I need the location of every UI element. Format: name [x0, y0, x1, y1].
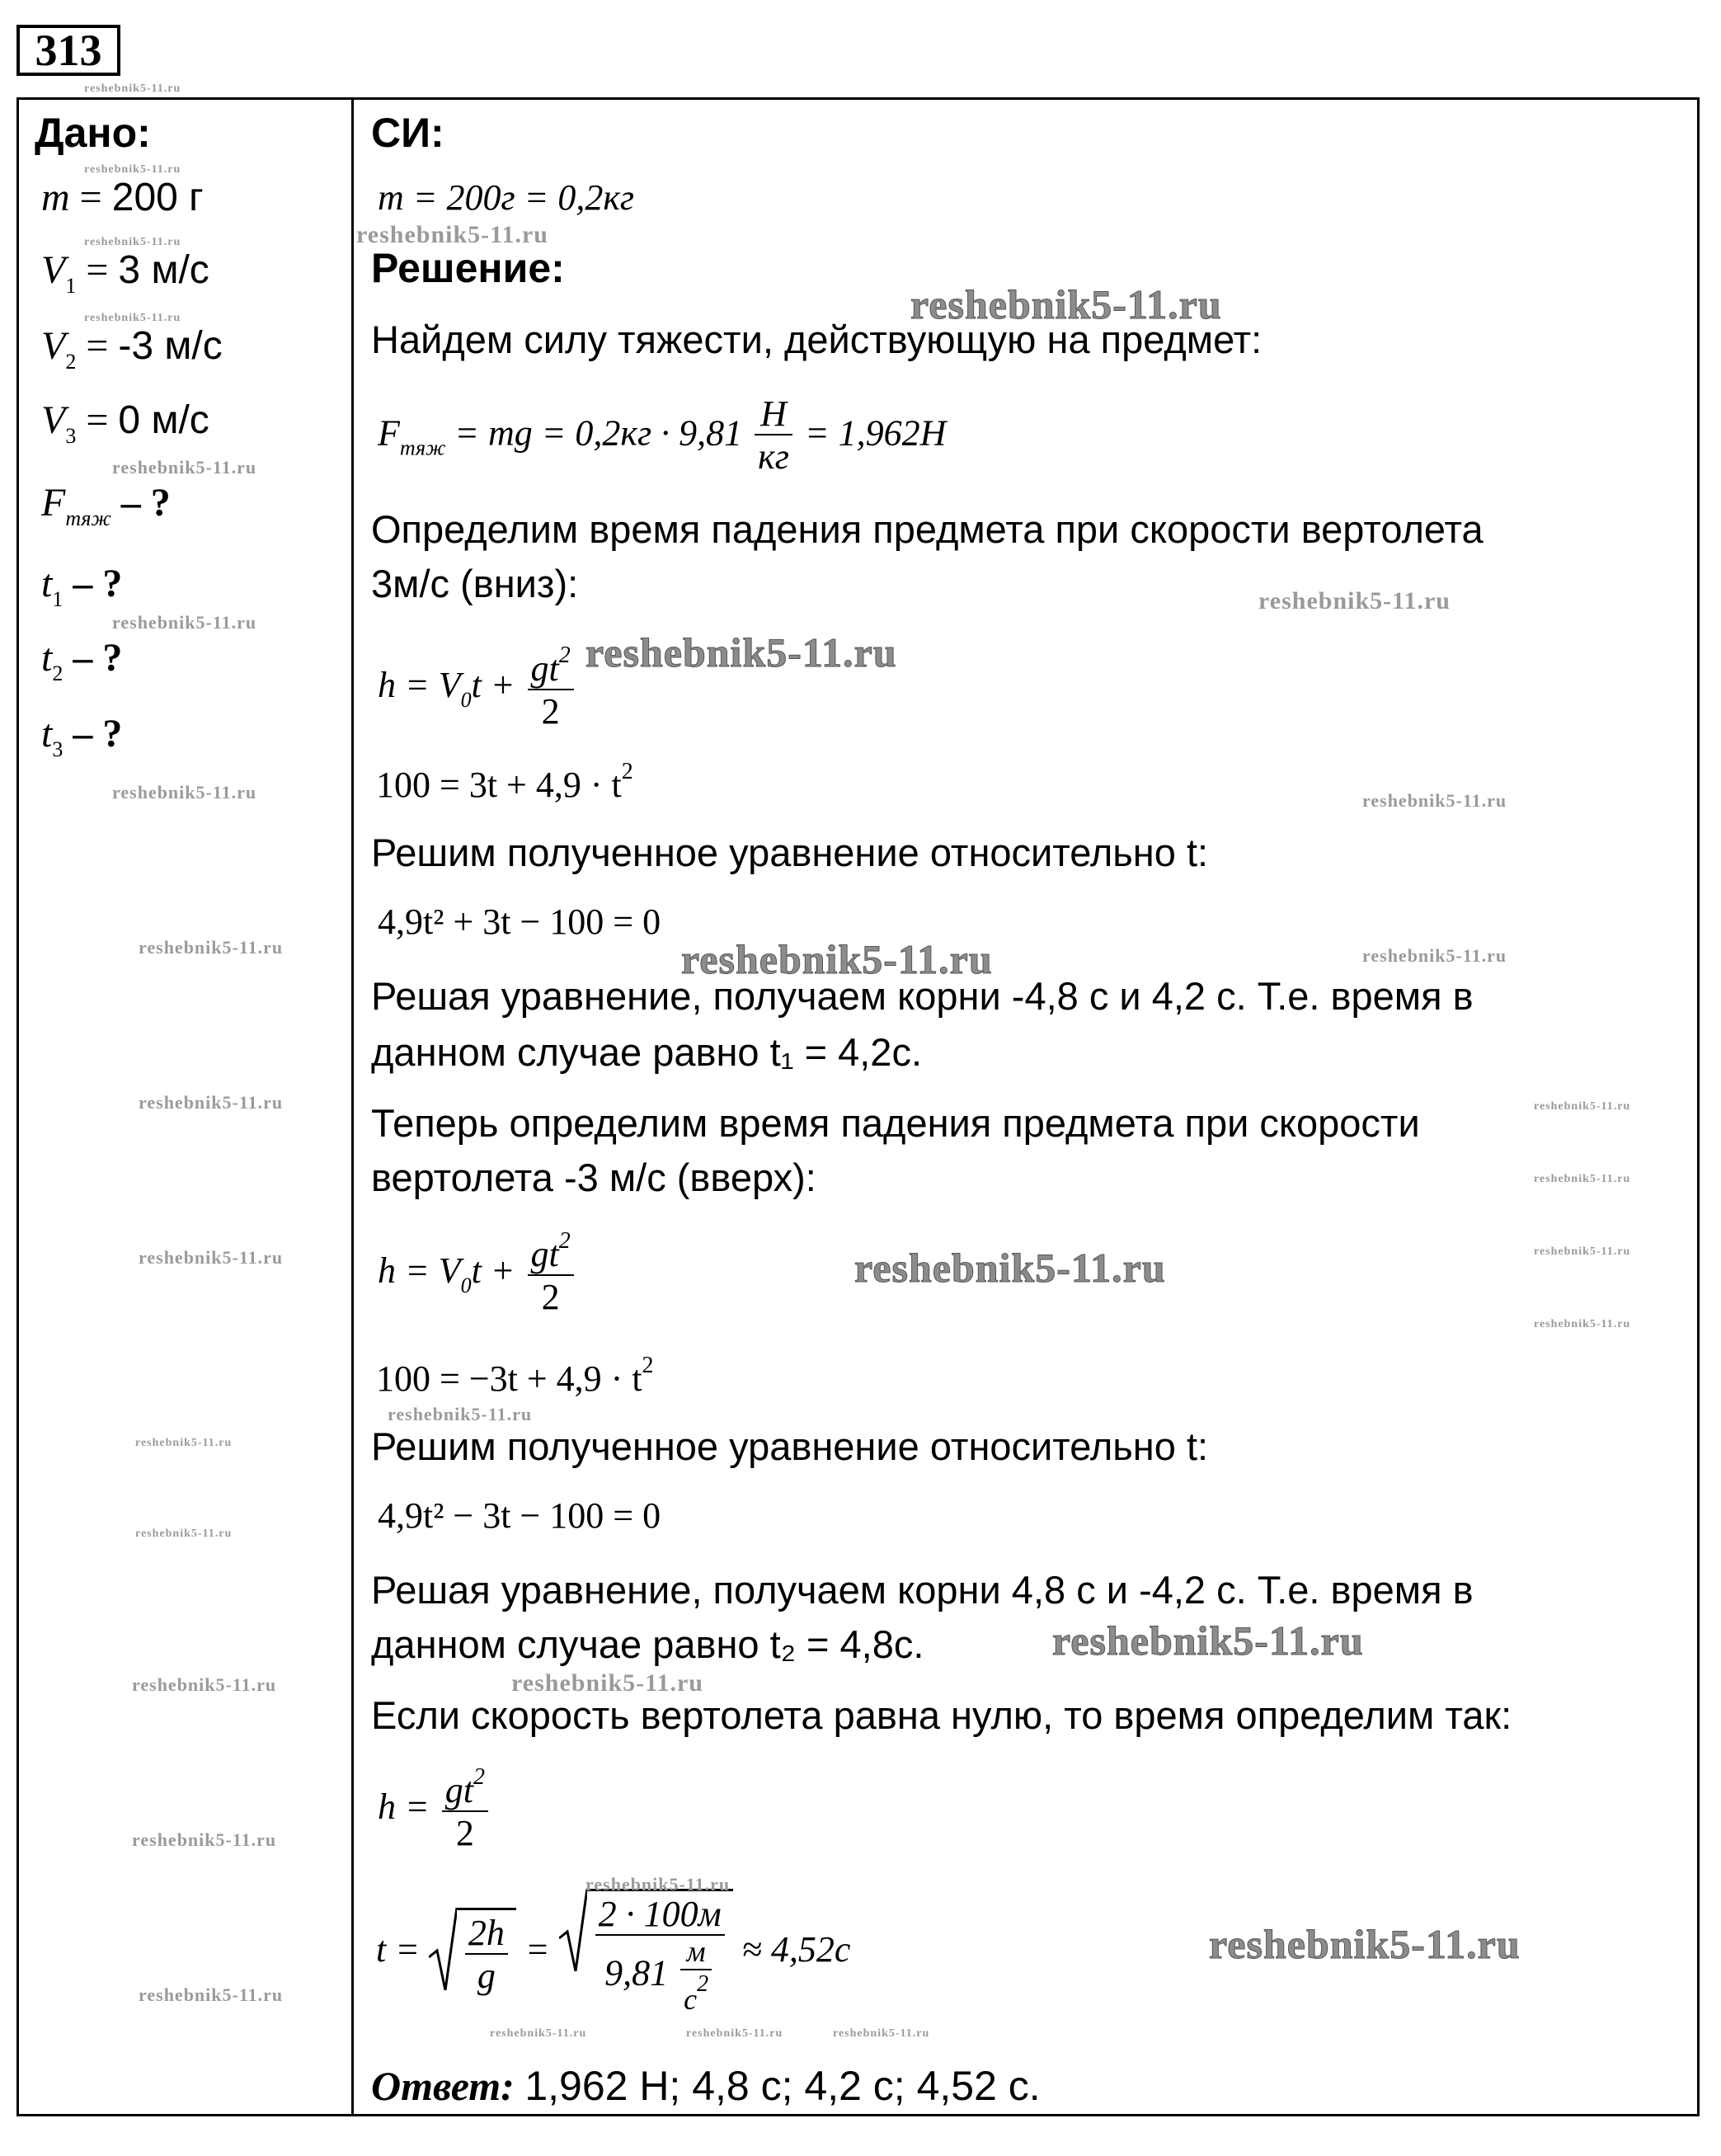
watermark: reshebnik5-11.ru: [1362, 945, 1507, 966]
given-v1: $V_1 = 3$ м/с: [41, 248, 209, 298]
height-formula-1: $h = V_0t$ + $\frac{gt^2}{2}$: [378, 643, 577, 734]
watermark: reshebnik5-11.ru: [1534, 1100, 1631, 1113]
watermark: reshebnik5-11.ru: [686, 2027, 783, 2040]
watermark: reshebnik5-11.ru: [1052, 1617, 1364, 1664]
watermark: reshebnik5-11.ru: [139, 937, 284, 958]
watermark: reshebnik5-11.ru: [84, 163, 181, 176]
given-mass: m = 200 г: [41, 176, 204, 219]
watermark: reshebnik5-11.ru: [833, 2027, 930, 2040]
problem-number: 313: [16, 25, 120, 76]
watermark: reshebnik5-11.ru: [132, 1829, 277, 1850]
step-solve-up: Решим полученное уравнение относительно t:: [371, 1424, 1209, 1468]
watermark: reshebnik5-11.ru: [135, 1437, 233, 1449]
roots-down-line2: данном случае равно t₁ = 4,2с.: [371, 1030, 923, 1074]
height-formula-2: $h = V_0t$ + $\frac{gt^2}{2}$: [378, 1229, 577, 1320]
column-divider: [351, 97, 354, 2116]
watermark: reshebnik5-11.ru: [585, 629, 897, 676]
step-gravity-text: Найдем силу тяжести, действующую на предмет:: [371, 318, 1263, 361]
unknown-t3: $t_3$ – ?: [41, 712, 123, 761]
watermark: reshebnik5-11.ru: [132, 1674, 277, 1695]
watermark: reshebnik5-11.ru: [1534, 1318, 1631, 1330]
watermark: reshebnik5-11.ru: [490, 2027, 587, 2040]
roots-up-line1: Решая уравнение, получаем корни 4,8 с и -4,2 с. Т.е. время в: [371, 1568, 1474, 1612]
unknown-force: $F_{тяж}$ – ?: [41, 481, 171, 530]
answer: Ответ: 1,962 Н; 4,8 с; 4,2 с; 4,52 с.: [371, 2063, 1041, 2109]
quadratic-down: 4,9t² + 3t − 100 = 0: [378, 901, 661, 942]
time-formula: t = $\frac{2h}{g}$ = 2 · 100м 9,81 $\frac{м}{c^2}$ ≈ 4,52с: [376, 1889, 850, 2017]
si-conversion: m = 200г = 0,2кг: [378, 177, 635, 218]
si-heading: СИ:: [371, 110, 444, 156]
watermark: reshebnik5-11.ru: [910, 281, 1222, 327]
watermark: reshebnik5-11.ru: [112, 612, 257, 633]
solution-heading: Решение:: [371, 245, 565, 291]
watermark: reshebnik5-11.ru: [84, 312, 181, 324]
equation-down: $100 = 3t + 4,9 \cdot t^2$: [376, 759, 633, 805]
step-time-up-line2: вертолета -3 м/с (вверх):: [371, 1156, 816, 1199]
gravity-formula: $F_{тяж}$ = mg = 0,2кг · 9,81 $\frac{Н}{кг}$ = 1,962Н: [378, 393, 947, 478]
watermark: reshebnik5-11.ru: [139, 1247, 284, 1268]
watermark: reshebnik5-11.ru: [1209, 1921, 1521, 1967]
watermark: reshebnik5-11.ru: [356, 221, 548, 248]
watermark: reshebnik5-11.ru: [854, 1245, 1166, 1291]
unknown-t2: $t_2$ – ?: [41, 636, 123, 685]
equation-up: $100 = -3t + 4,9 \cdot t^2$: [376, 1353, 654, 1399]
step-time-up-line1: Теперь определим время падения предмета при скорости: [371, 1101, 1420, 1145]
watermark: reshebnik5-11.ru: [681, 936, 993, 982]
quadratic-up: 4,9t² − 3t − 100 = 0: [378, 1495, 661, 1536]
watermark: reshebnik5-11.ru: [135, 1528, 233, 1540]
watermark: reshebnik5-11.ru: [1534, 1245, 1631, 1258]
step-time-down-line1: Определим время падения предмета при скорости вертолета: [371, 507, 1484, 551]
watermark: reshebnik5-11.ru: [1258, 587, 1451, 614]
given-heading: Дано:: [35, 110, 151, 156]
watermark: reshebnik5-11.ru: [112, 457, 257, 478]
roots-up-line2: данном случае равно t₂ = 4,8с.: [371, 1622, 924, 1666]
roots-down-line1: Решая уравнение, получаем корни -4,8 с и 4,2 с. Т.е. время в: [371, 974, 1474, 1018]
step-zero-speed: Если скорость вертолета равна нулю, то время определим так:: [371, 1693, 1512, 1737]
watermark: reshebnik5-11.ru: [84, 82, 181, 95]
watermark: reshebnik5-11.ru: [139, 1984, 284, 2005]
step-solve-down: Решим полученное уравнение относительно t:: [371, 831, 1209, 874]
watermark: reshebnik5-11.ru: [1534, 1173, 1631, 1185]
step-time-down-line2: 3м/с (вниз):: [371, 562, 579, 605]
watermark: reshebnik5-11.ru: [139, 1092, 284, 1113]
watermark: reshebnik5-11.ru: [511, 1669, 703, 1697]
unknown-t1: $t_1$ – ?: [41, 562, 123, 611]
watermark: reshebnik5-11.ru: [112, 782, 257, 803]
given-v2: $V_2 = -3$ м/с: [41, 324, 223, 374]
given-v3: $V_3 = 0$ м/с: [41, 398, 209, 448]
watermark: reshebnik5-11.ru: [585, 1874, 731, 1895]
watermark: reshebnik5-11.ru: [84, 236, 181, 248]
height-formula-3: h = $\frac{gt^2}{2}$: [378, 1765, 491, 1856]
watermark: reshebnik5-11.ru: [388, 1404, 533, 1424]
watermark: reshebnik5-11.ru: [1362, 790, 1507, 811]
